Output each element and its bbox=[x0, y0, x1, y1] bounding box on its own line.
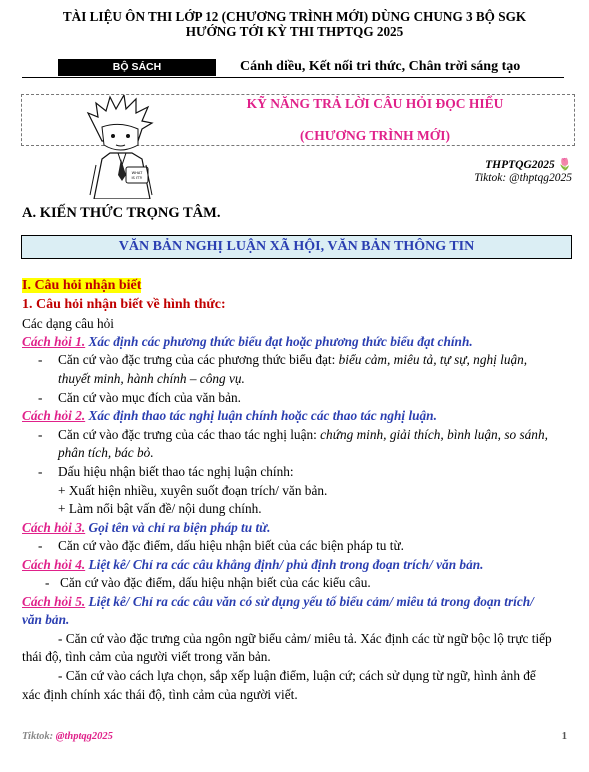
doc-title-line2: HƯỚNG TỚI KỲ THI THPTQG 2025 bbox=[185, 24, 404, 39]
q3-bullet-1: Căn cứ vào đặc điểm, dấu hiệu nhận biết của các biện pháp tu từ. bbox=[58, 538, 404, 553]
q1-bullet-1: Căn cứ vào đặc trưng của các phương thức biểu đạt: biểu cảm, miêu tả, tự sự, nghị luận, bbox=[58, 352, 528, 367]
q5-para-2-cont: xác định chính xác thái độ, tình cảm của người viết. bbox=[22, 687, 298, 702]
heading-level2: 1. Câu hỏi nhận biết về hình thức: bbox=[22, 297, 226, 312]
section-topic-box: VĂN BẢN NGHỊ LUẬN XÃ HỘI, VĂN BẢN THÔNG TIN bbox=[21, 235, 572, 259]
cartoon-character-image bbox=[80, 95, 160, 199]
q1-bullet-1-cont: thuyết minh, hành chính – công vụ. bbox=[58, 371, 245, 386]
q5-para-2: - Căn cứ vào cách lựa chọn, sắp xếp luận điểm, luận cứ; cách sử dụng từ ngữ, hình ảnh để bbox=[58, 668, 536, 683]
bullet-dash: - bbox=[38, 390, 43, 405]
question-5-cont: văn bản. bbox=[22, 612, 70, 627]
bullet-dash: - bbox=[45, 575, 50, 590]
q2-point-1: + Xuất hiện nhiều, xuyên suốt đoạn trích/ văn bản. bbox=[58, 483, 328, 498]
doc-title-line1: TÀI LIỆU ÔN THI LỚP 12 (CHƯƠNG TRÌNH MỚI) DÙNG CHUNG 3 BỘ SGK bbox=[62, 9, 527, 24]
book-list: Cánh diều, Kết nối tri thức, Chân trời sáng tạo bbox=[240, 59, 521, 74]
question-3: Cách hỏi 3. Gọi tên và chỉ ra biện pháp tu từ. bbox=[22, 520, 271, 535]
q4-bullet-1: Căn cứ vào đặc điểm, dấu hiệu nhận biết của các kiểu câu. bbox=[60, 575, 371, 590]
bullet-dash: - bbox=[38, 538, 43, 553]
page-number: 1 bbox=[561, 731, 567, 742]
question-5: Cách hỏi 5. Liệt kê/ Chỉ ra các câu văn có sử dụng yếu tố biểu cảm/ miêu tả trong đoạn trích/ bbox=[22, 594, 534, 609]
svg-text:IS IT?!: IS IT?! bbox=[131, 176, 143, 180]
tag-label: THPTQG2025 🌷 bbox=[485, 159, 572, 171]
question-1: Cách hỏi 1. Xác định các phương thức biểu đạt hoặc phương thức biểu đạt chính. bbox=[22, 334, 473, 349]
bullet-dash: - bbox=[38, 352, 43, 367]
tulip-icon: 🌷 bbox=[557, 159, 572, 171]
heading-level1: I. Câu hỏi nhận biết bbox=[22, 278, 142, 293]
q2-bullet-2: Dấu hiệu nhận biết thao tác nghị luận chính: bbox=[58, 464, 294, 479]
q2-point-2: + Làm nổi bật vấn đề/ nội dung chính. bbox=[58, 501, 262, 516]
q1-bullet-2: Căn cứ vào mục đích của văn bản. bbox=[58, 390, 241, 405]
book-label: BỘ SÁCH bbox=[58, 59, 216, 76]
bullet-dash: - bbox=[38, 464, 43, 479]
q2-bullet-1-cont: phân tích, bác bỏ. bbox=[58, 445, 154, 460]
question-4: Cách hỏi 4. Liệt kê/ Chỉ ra các câu khẳng định/ phủ định trong đoạn trích/ văn bản. bbox=[22, 557, 484, 572]
program-label: (CHƯƠNG TRÌNH MỚI) bbox=[300, 128, 450, 143]
banner-tiktok: Tiktok: @thptqg2025 bbox=[474, 172, 572, 184]
q5-para-1-cont: thái độ, tình cảm của người viết trong văn bản. bbox=[22, 649, 271, 664]
question-2: Cách hỏi 2. Xác định thao tác nghị luận chính hoặc các thao tác nghị luận. bbox=[22, 408, 437, 423]
q5-para-1: - Căn cứ vào đặc trưng của ngôn ngữ biểu cảm/ miêu tả. Xác định các từ ngữ bộc lộ trực tiếp bbox=[58, 631, 552, 646]
bullet-dash: - bbox=[38, 427, 43, 442]
footer-tiktok: Tiktok: @thptqg2025 bbox=[22, 731, 113, 742]
intro-text: Các dạng câu hỏi bbox=[22, 316, 114, 331]
svg-text:WHAT: WHAT bbox=[131, 171, 143, 175]
skill-title: KỸ NĂNG TRẢ LỜI CÂU HỎI ĐỌC HIỂU bbox=[246, 96, 504, 111]
q2-bullet-1: Căn cứ vào đặc trưng của các thao tác nghị luận: chứng minh, giải thích, bình luận, so sánh, bbox=[58, 427, 548, 442]
header-divider bbox=[22, 77, 564, 78]
section-a-heading: A. KIẾN THỨC TRỌNG TÂM. bbox=[22, 205, 221, 221]
